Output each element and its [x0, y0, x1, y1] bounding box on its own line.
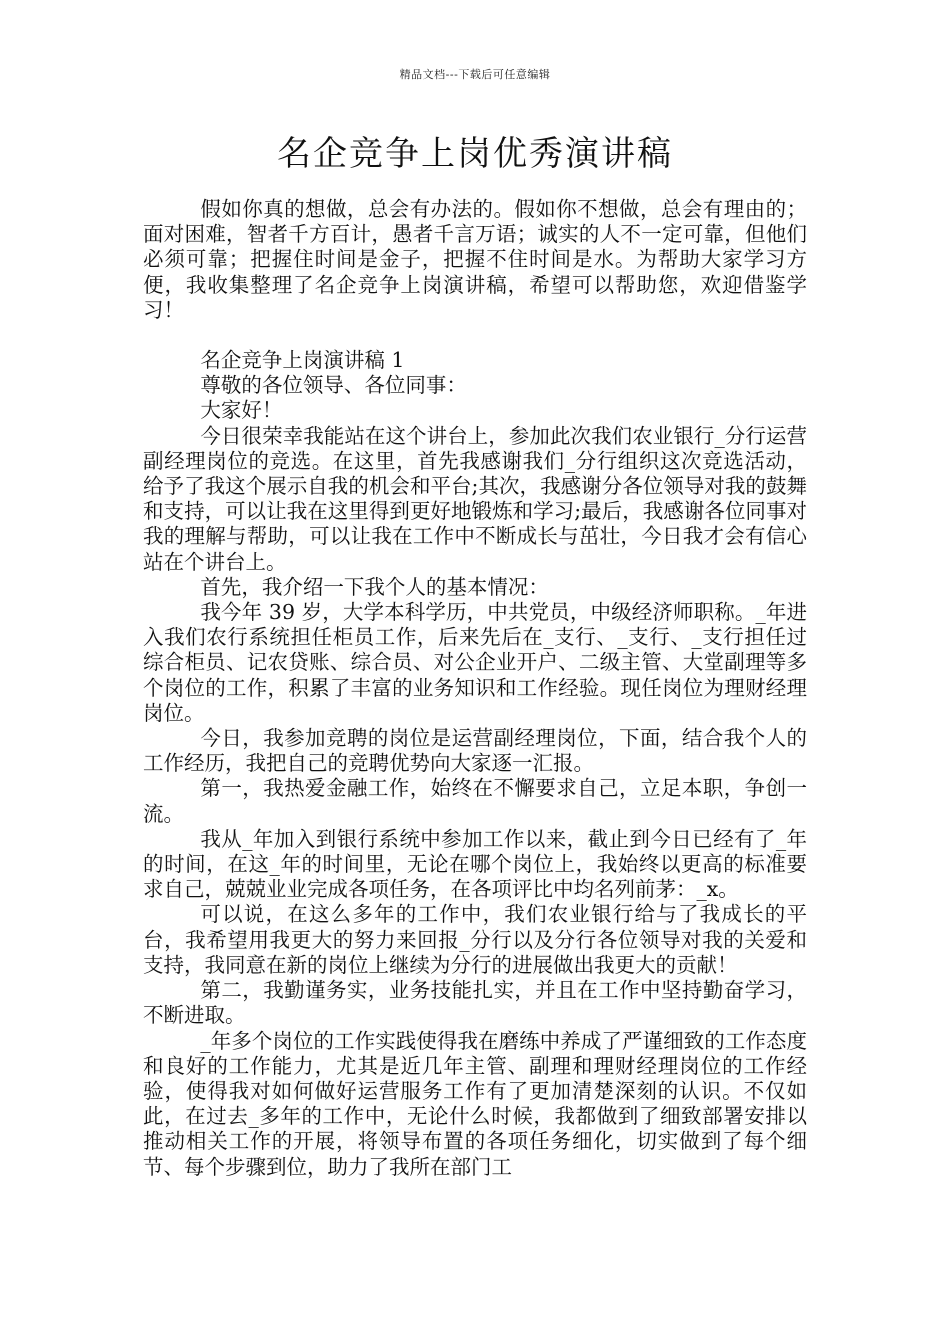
body-paragraph: 今日很荣幸我能站在这个讲台上，参加此次我们农业银行_分行运营副经理岗位的竞选。在这里，首先我感谢我们_分行组织这次竞选活动，给予了我这个展示自我的机会和平台;其次，我感谢分各位领导对我的鼓舞和支持，可以让我在这里得到更好地锻炼和学习;最后，我感谢各位同事对我的理解与帮助，可以让我在工作中不断成长与茁壮，今日我才会有信心站在个讲台上。	[143, 423, 807, 574]
body-paragraph: 第二，我勤谨务实，业务技能扎实，并且在工作中坚持勤奋学习，不断进取。	[143, 978, 807, 1028]
body-paragraph: _年多个岗位的工作实践使得我在磨练中养成了严谨细致的工作态度和良好的工作能力，尤其是近几年主管、副理和理财经理岗位的工作经验，使得我对如何做好运营服务工作有了更加清楚深刻的认识。不仅如此，在过去_多年的工作中，无论什么时候，我都做到了细致部署安排以推动相关工作的开展，将领导布置的各项任务细化，切实做到了每个细节、每个步骤到位，助力了我所在部门工	[143, 1028, 807, 1179]
section-heading: 名企竞争上岗演讲稿 1	[200, 348, 405, 373]
body-paragraph: 我今年 39 岁，大学本科学历，中共党员，中级经济师职称。_年进入我们农行系统担任柜员工作，后来先后在_支行、_支行、_支行担任过综合柜员、记农贷账、综合员、对公企业开户、二级主管、大堂副理等多个岗位的工作，积累了丰富的业务知识和工作经验。现任岗位为理财经理岗位。	[143, 600, 807, 725]
body-paragraph: 可以说，在这么多年的工作中，我们农业银行给与了我成长的平台，我希望用我更大的努力来回报_分行以及分行各位领导对我的关爱和支持，我同意在新的岗位上继续为分行的进展做出我更大的贡献！	[143, 902, 807, 977]
body-paragraph: 我从_年加入到银行系统中参加工作以来，截止到今日已经有了_年的时间，在这_年的时间里，无论在哪个岗位上，我始终以更高的标准要求自己，兢兢业业完成各项任务，在各项评比中均名列前茅：_x。	[143, 826, 807, 902]
document-body	[143, 197, 807, 1180]
body-paragraph: 今日，我参加竞聘的岗位是运营副经理岗位，下面，结合我个人的工作经历，我把自己的竞聘优势向大家逐一汇报。	[143, 726, 807, 776]
body-paragraph: 第一，我热爱金融工作，始终在不懈要求自己，立足本职，争创一流。	[143, 776, 807, 826]
intro-paragraph: 假如你真的想做，总会有办法的。假如你不想做，总会有理由的；面对困难，智者千方百计，愚者千言万语；诚实的人不一定可靠，但他们必须可靠；把握住时间是金子，把握不住时间是水。为帮助大家学习方便，我收集整理了名企竞争上岗演讲稿，希望可以帮助您，欢迎借鉴学习！	[143, 197, 807, 322]
salutation: 尊敬的各位领导、各位同事：	[200, 373, 467, 398]
body-paragraph: 首先，我介绍一下我个人的基本情况：	[200, 574, 549, 599]
greeting: 大家好！	[200, 398, 283, 423]
document-title: 名企竞争上岗优秀演讲稿	[277, 134, 673, 174]
page-header-note: 精品文档---下载后可任意编辑	[399, 68, 551, 81]
